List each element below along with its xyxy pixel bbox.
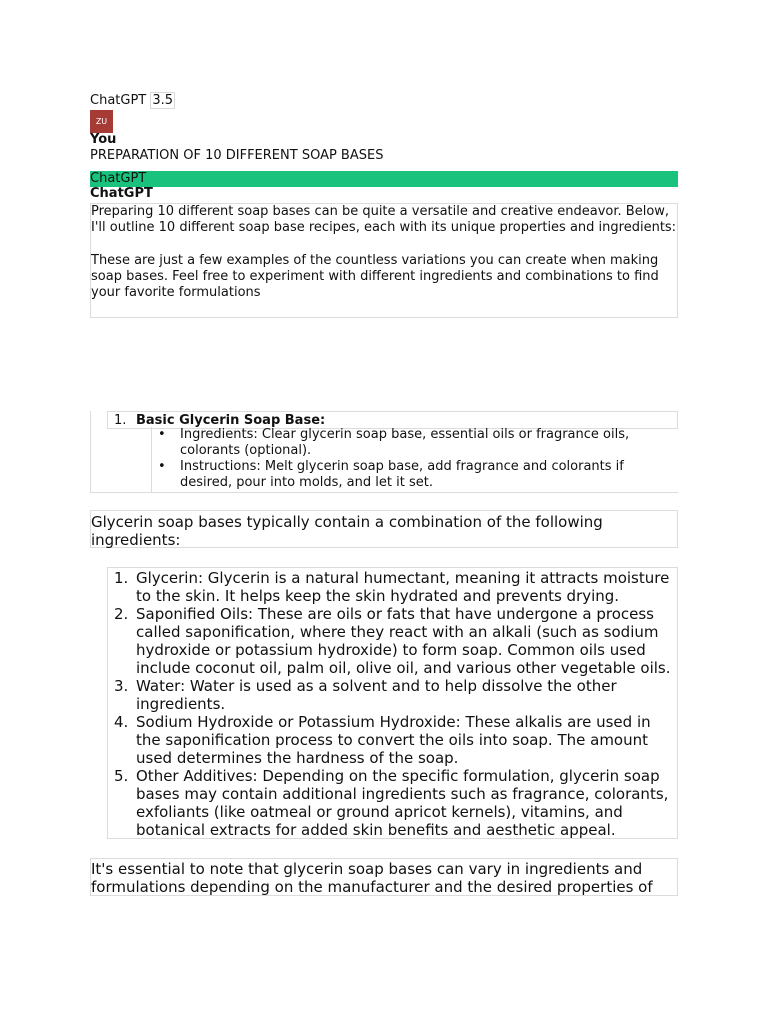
- list-number: 3.: [114, 677, 129, 695]
- page-header: [90, 93, 175, 109]
- version-badge[interactable]: 3.5: [152, 93, 174, 108]
- list-number: 2.: [114, 605, 129, 623]
- recipe-details: [107, 428, 678, 493]
- list-text: Saponified Oils: These are oils or fats that have undergone a process called saponification, where they react with an alkali (such as sodium hydroxide or potassium hydroxide) to form soap. Common oils used include coconut oil, palm oil, olive oil, and various other vegetable oils.: [136, 605, 671, 677]
- list-number: 5.: [114, 767, 129, 785]
- recipe-number: 1.: [114, 413, 127, 428]
- list-text: Sodium Hydroxide or Potassium Hydroxide: These alkalis are used in the saponification process to convert the oils into soap. The amount used determines the hardness of the soap.: [136, 713, 651, 767]
- list-item: • Ingredients: Clear glycerin soap base, essential oils or fragrance oils, colorants (optional).: [152, 427, 678, 459]
- list-item: • Instructions: Melt glycerin soap base, add fragrance and colorants if desired, pour into molds, and let it set.: [152, 459, 678, 491]
- intro-paragraph: Preparing 10 different soap bases can be quite a versatile and creative endeavor. Below, I'll outline 10 different soap base recipes, each with its unique properties and ingredients:: [91, 204, 677, 235]
- glycerin-intro: [90, 510, 678, 548]
- app-name: ChatGPT: [90, 93, 147, 108]
- assistant-intro: [90, 203, 678, 318]
- list-text: Other Additives: Depending on the specific formulation, glycerin soap bases may contain additional ingredients such as fragrance, colorants, exfoliants (like oatmeal or ground apricot kernels), vitamins, and botanical extracts for added skin benefits and aesthetic appeal.: [136, 767, 669, 839]
- list-item: [108, 605, 677, 677]
- list-item: [108, 569, 677, 605]
- list-text: Water: Water is used as a solvent and to help dissolve the other ingredients.: [136, 677, 617, 713]
- recipe-title: Basic Glycerin Soap Base:: [136, 413, 326, 428]
- list-item: [108, 767, 677, 839]
- ingredients-list: [108, 569, 677, 839]
- paragraph: It's essential to note that glycerin soap bases can vary in ingredients and formulations depending on the manufacturer and the desired properties of: [91, 860, 653, 896]
- user-prompt: PREPARATION OF 10 DIFFERENT SOAP BASES: [90, 148, 384, 163]
- paragraph: Glycerin soap bases typically contain a combination of the following ingredients:: [91, 513, 603, 549]
- list-number: 1.: [114, 569, 129, 587]
- intro-paragraph: These are just a few examples of the countless variations you can create when making soap bases. Feel free to experiment with different ingredients and combinations to find your favorite formulations: [91, 253, 659, 300]
- assistant-bar: ChatGPT: [90, 171, 678, 187]
- list-number: 4.: [114, 713, 129, 731]
- user-avatar: ZU: [90, 110, 113, 133]
- ingredients-list-box: [107, 567, 678, 839]
- recipe-detail-list: [152, 427, 678, 491]
- closing-paragraph: [90, 858, 678, 896]
- list-text: Glycerin: Glycerin is a natural humectant, meaning it attracts moisture to the skin. It helps keep the skin hydrated and prevents drying.: [136, 569, 670, 605]
- list-item: [108, 677, 677, 713]
- list-item: [108, 713, 677, 767]
- user-label: You: [90, 132, 117, 147]
- assistant-label: ChatGPT: [90, 186, 153, 201]
